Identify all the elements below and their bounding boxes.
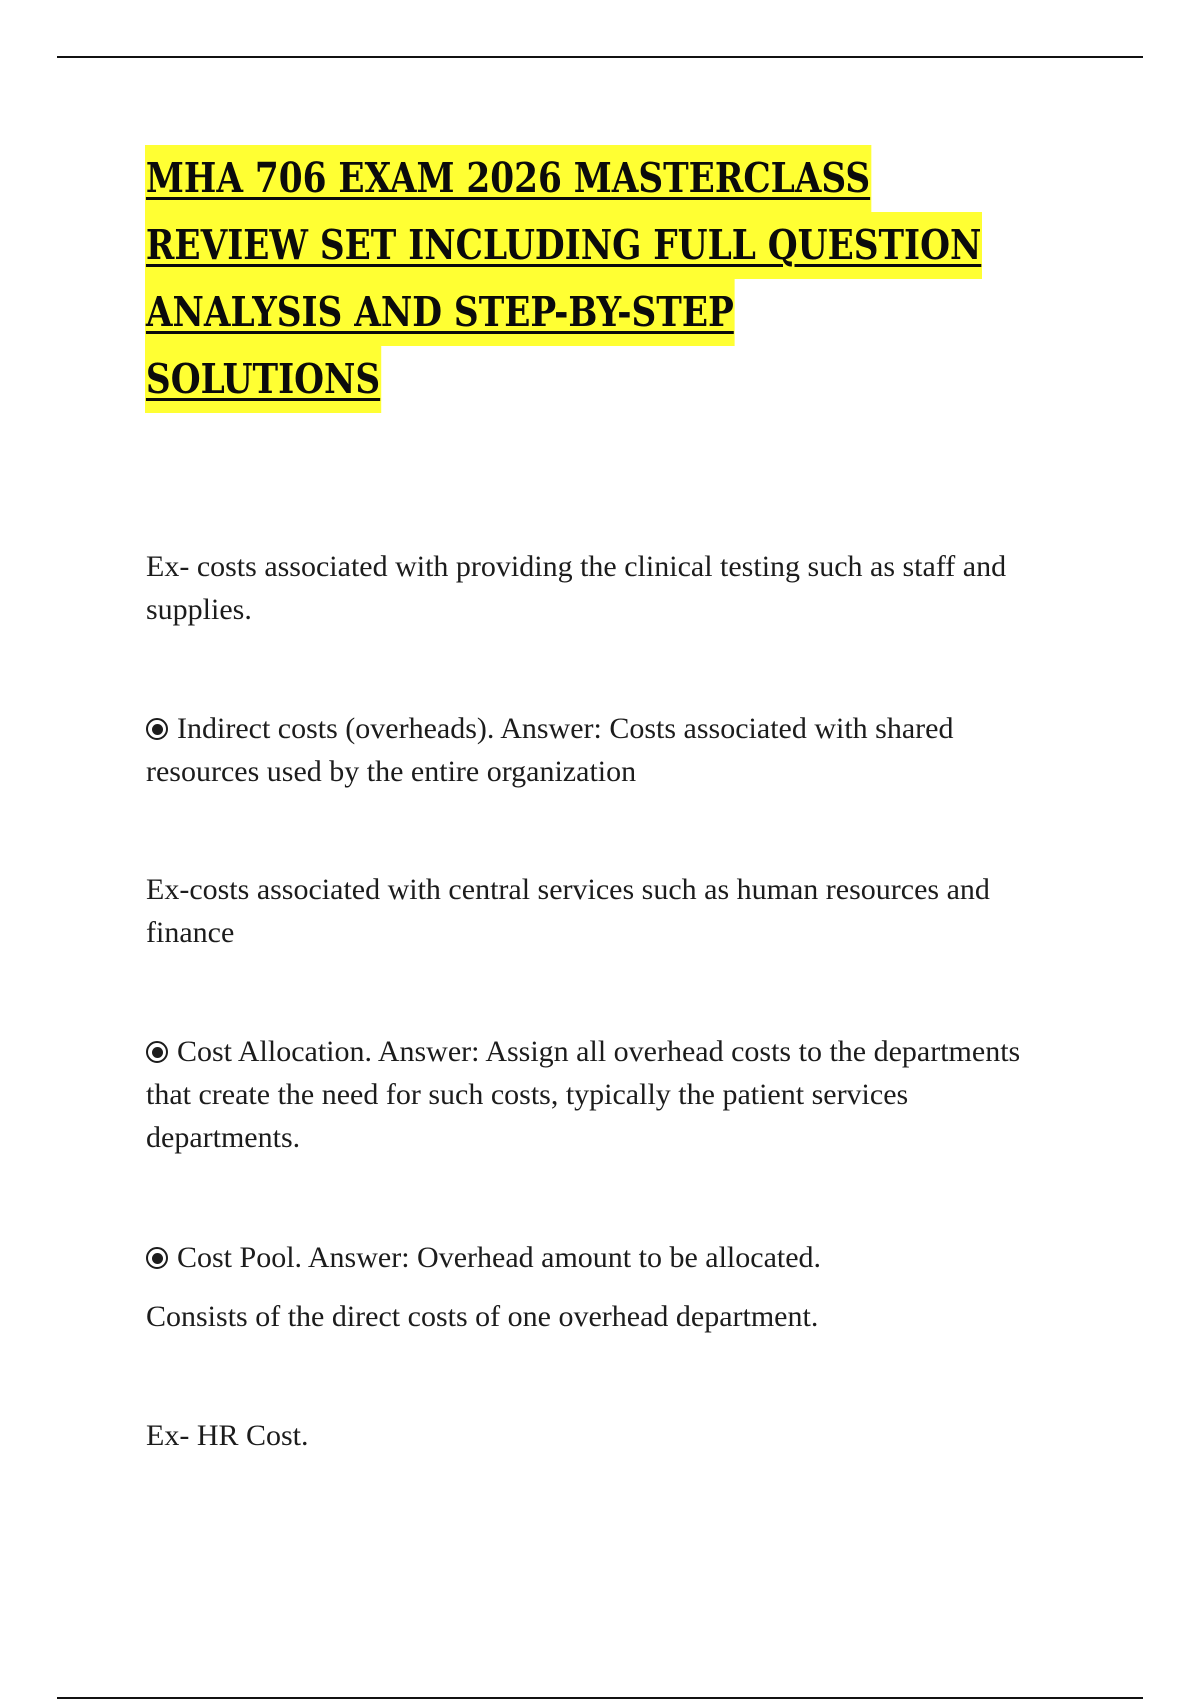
paragraph-cost-pool: Cost Pool. Answer: Overhead amount to be allocated. (146, 1236, 1066, 1279)
paragraph-example-hr-cost: Ex- HR Cost. (146, 1419, 309, 1452)
bottom-rule (57, 1697, 1143, 1699)
paragraph-cost-pool-detail: Consists of the direct costs of one overhead department. (146, 1300, 819, 1333)
fisheye-bullet-icon (146, 1247, 168, 1269)
title-line: SOLUTIONS (145, 346, 1085, 413)
paragraph-example-central-services: Ex-costs associated with central services such as human resources and finance (146, 873, 990, 949)
top-rule (57, 56, 1143, 58)
title-line: ANALYSIS AND STEP-BY-STEP (145, 279, 1085, 346)
title-line: REVIEW SET INCLUDING FULL QUESTION (145, 212, 1085, 279)
fisheye-bullet-icon (146, 1041, 168, 1063)
paragraph-example-direct-costs: Ex- costs associated with providing the clinical testing such as staff and supplies. (146, 550, 1007, 626)
paragraph-cost-allocation: Cost Allocation. Answer: Assign all overhead costs to the departments that create the need for such costs, typically the patient services departments. (146, 1035, 1021, 1154)
title-line: MHA 706 EXAM 2026 MASTERCLASS (145, 145, 1085, 212)
document-title (145, 145, 1085, 413)
fisheye-bullet-icon (146, 718, 168, 740)
paragraph-indirect-costs: Indirect costs (overheads). Answer: Costs associated with shared resources used by the entire organization (146, 712, 954, 788)
